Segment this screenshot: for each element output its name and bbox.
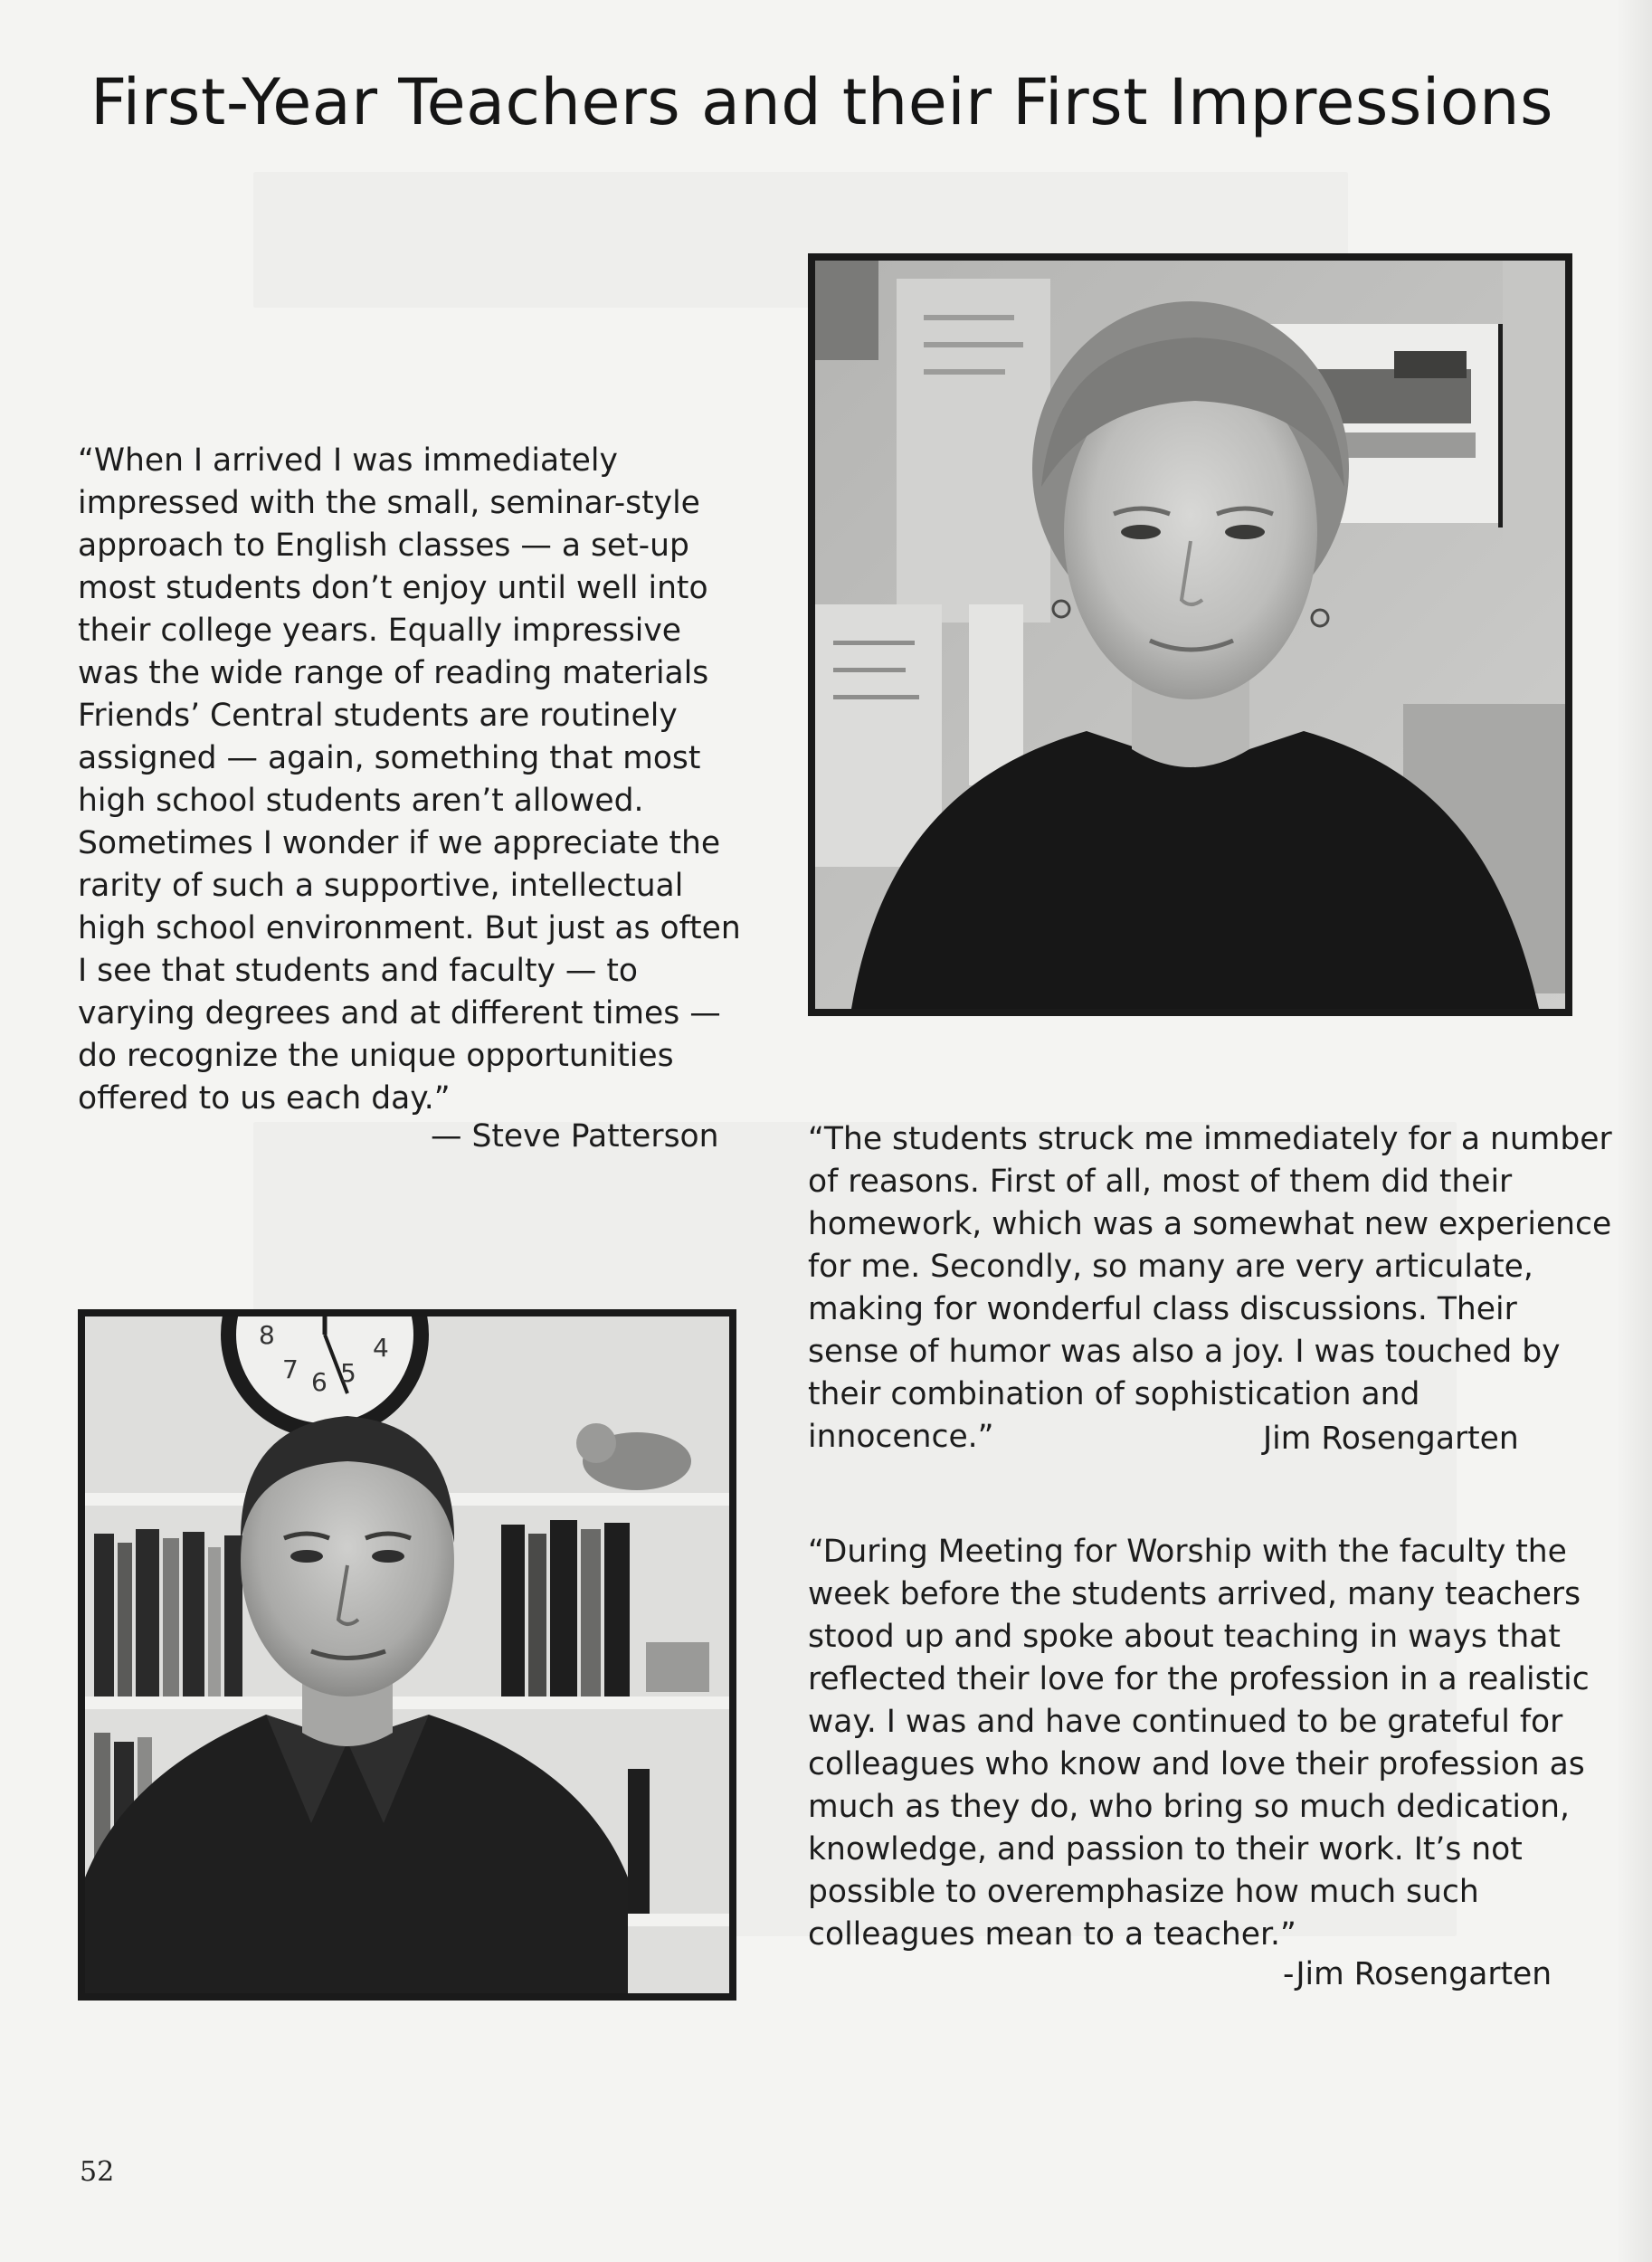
quote-text: “During Meeting for Worship with the faculty the week before the students arrived, many teachers stood up and spoke about teaching in ways that reflected their love for the profession in a realistic way. I was and have continued to be grateful for colleagues who know and love their profession as much as they do, who bring so much dedication, knowledge, and passion to their work. It’s not possible to overemphasize how much such colleagues mean to a teacher.” [808,1534,1590,1953]
attribution-steve-patterson: — Steve Patterson [431,1118,719,1155]
clock-number-8: 8 [259,1320,275,1350]
quote-jim-rosengarten-1 [808,1118,1613,1459]
page-number: 52 [80,2156,115,2188]
clock-number-7: 7 [282,1354,299,1384]
photo-teacher-woman [808,253,1572,1016]
page-edge-shadow [1616,0,1652,2262]
quote-steve-patterson [78,440,747,1120]
photo-image [815,261,1565,1009]
quote-text: “The students struck me immediately for a number of reasons. First of all, most of them did their homework, which was a somewhat new experience for me. Secondly, so many are very articulate, making for wonderful class discussions. Their sense of humor was also a joy. I was touched by their combination of sophistication and innocence.” [808,1121,1612,1455]
clock-number-5: 5 [340,1358,356,1388]
photo-image [85,1316,729,1993]
attribution-jim-rosengarten-1: Jim Rosengarten [1263,1421,1519,1457]
photo-teacher-man [78,1309,736,2001]
quote-text: “When I arrived I was immediately impressed with the small, seminar-style approach to English classes — a set-up most students don’t enjoy until well into their college years. Equally impressive was the wide range of reading materials Friends’ Central students are routinely assigned — again, something that most high school students aren’t allowed. Sometimes I wonder if we appreciate the rarity of such a supportive, intellectual high school environment. But just as often I see that students and faculty — to varying degrees and at different times — do recognize the unique opportunities offered to us each day.” [78,442,741,1117]
clock-number-6: 6 [311,1367,328,1397]
clock-number-4: 4 [373,1333,389,1363]
page-title: First-Year Teachers and their First Impressions [90,65,1553,139]
quote-jim-rosengarten-2 [808,1531,1604,1956]
attribution-jim-rosengarten-2: -Jim Rosengarten [1283,1956,1552,1992]
